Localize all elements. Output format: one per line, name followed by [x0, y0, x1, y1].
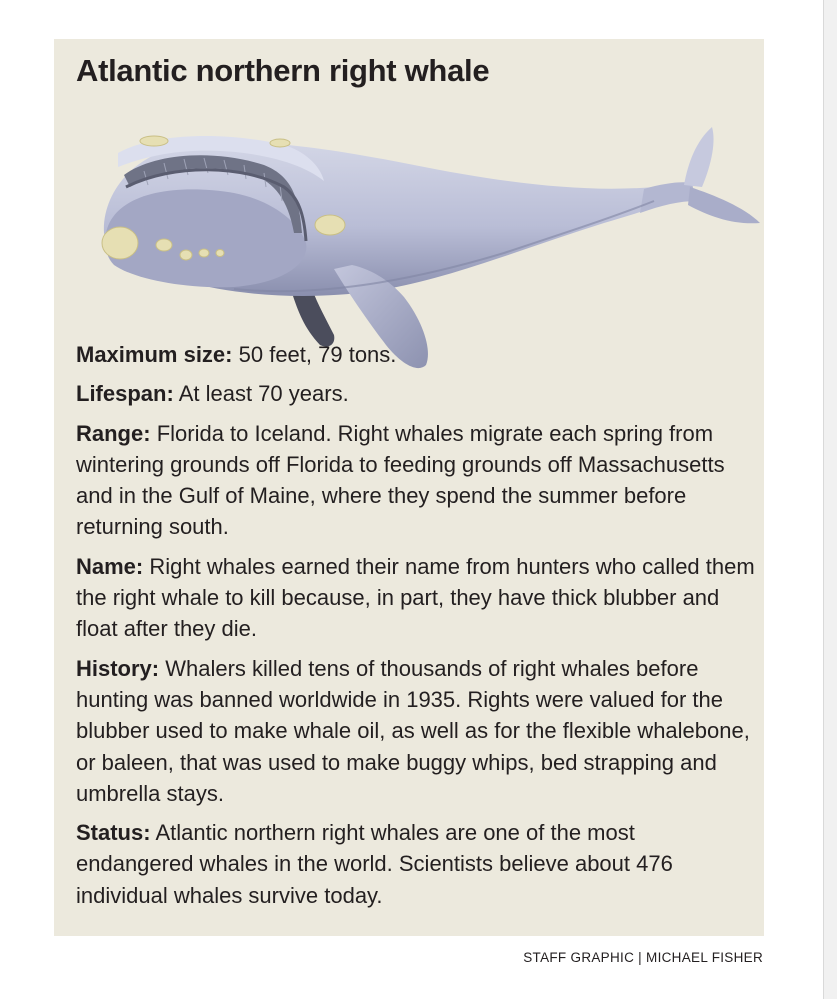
right-whale-illustration: [84, 83, 764, 383]
info-panel: [54, 39, 764, 936]
staff-graphic-credit: STAFF GRAPHIC | MICHAEL FISHER: [523, 950, 763, 965]
fact-text: 50 feet, 79 tons.: [238, 342, 397, 367]
fact-name: [76, 551, 756, 645]
fact-history: [76, 653, 756, 809]
callosity-eye: [315, 215, 345, 235]
fact-text: Right whales earned their name from hunters who called them the right whale to kill because, in part, they have thick blubber and float after they die.: [76, 553, 755, 642]
graphic-title: Atlantic northern right whale: [76, 53, 490, 88]
fact-label: Range:: [76, 420, 151, 446]
fact-text: Atlantic northern right whales are one of the most endangered whales in the world. Scientists believe about 476 individual whales survive today.: [76, 820, 673, 908]
callosity-lip: [102, 227, 138, 259]
fact-text: Whalers killed tens of thousands of right whales before hunting was banned worldwide in 1935. Rights were valued for the blubber used to make whale oil, as well as for the flexible whalebone, or baleen, that was used to make buggy whips, bed strapping and umbrella stays.: [76, 655, 750, 806]
far-flipper: [292, 289, 334, 347]
fact-range: [76, 418, 756, 543]
tail-stock: [640, 182, 696, 213]
fact-label: Name:: [76, 553, 144, 579]
tail-fluke-lower: [688, 187, 760, 223]
facts-list: [76, 339, 756, 919]
fact-status: [76, 817, 756, 911]
fact-label: Lifespan:: [76, 381, 174, 407]
fact-label: History:: [76, 655, 160, 681]
fact-maximum-size: [76, 339, 756, 370]
page-edge-strip: [823, 0, 837, 999]
fact-label: Status:: [76, 820, 151, 846]
fact-text: At least 70 years.: [178, 381, 349, 407]
fact-lifespan: [76, 378, 756, 409]
fact-text: Florida to Iceland. Right whales migrate each spring from wintering grounds off Florida to feeding grounds off Massachusetts and in the Gulf of Maine, where they spend the summer before returning south.: [76, 420, 725, 540]
fact-label: Maximum size:: [76, 342, 233, 367]
tail-fluke-upper: [684, 127, 714, 187]
callosity-head-top: [140, 136, 168, 146]
